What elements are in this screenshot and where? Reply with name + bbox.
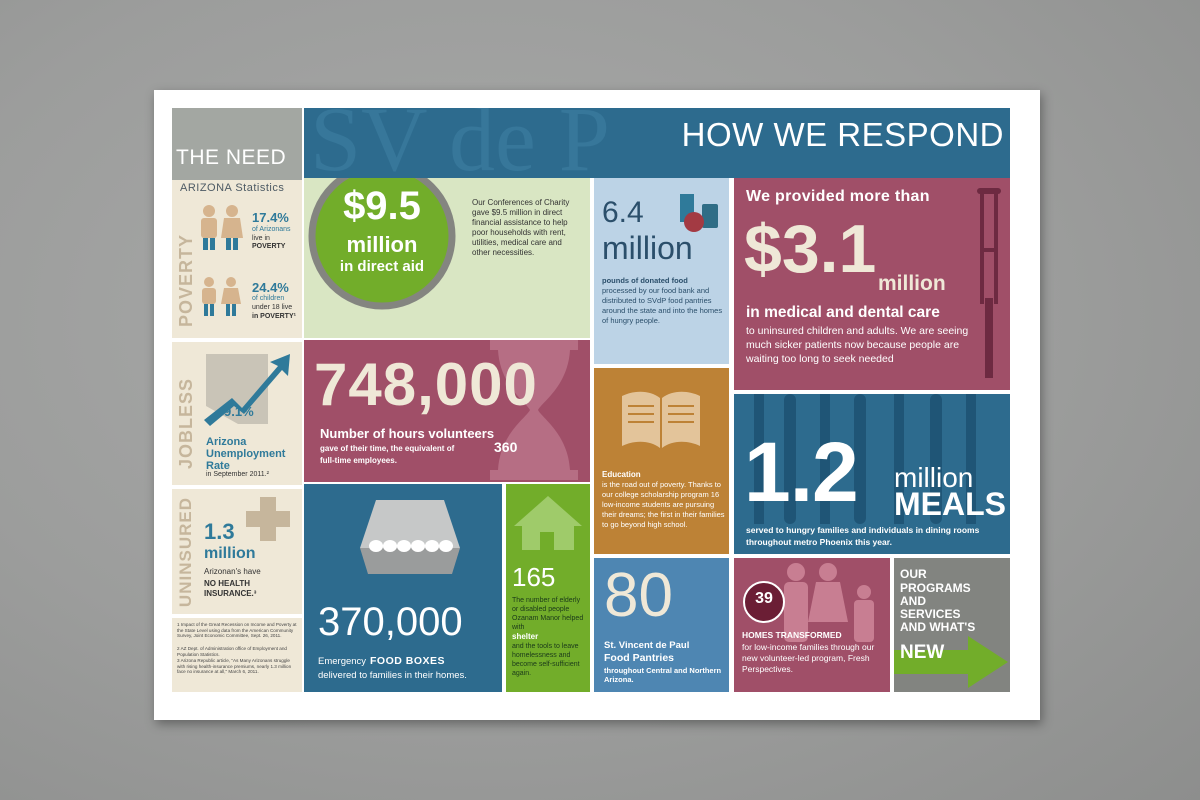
- poverty-children-line3: in POVERTY¹: [252, 313, 296, 320]
- medical-cross-icon: [246, 497, 290, 541]
- medical-unit: million: [878, 272, 946, 295]
- poverty-adults-line3: POVERTY: [252, 243, 286, 250]
- boxes-line2: delivered to families in their homes.: [318, 670, 467, 681]
- aid-amount: $9.5: [343, 184, 421, 228]
- programs-panel[interactable]: [894, 558, 1010, 692]
- children-icon: [198, 276, 244, 320]
- shelter-number: 165: [512, 562, 556, 592]
- infographic-poster: [154, 90, 1040, 720]
- homes-description: for low-income families through our new volunteer-led program, Fresh Perspectives.: [742, 642, 875, 674]
- jobless-vertical-label: JOBLESS: [176, 378, 196, 470]
- medical-title: in medical and dental care: [746, 304, 940, 321]
- boxes-number: 370,000: [318, 600, 463, 644]
- education-description: is the road out of poverty. Thanks to our college scholarship program 16 low-income students are pursuing their dreams; the first in their families to go beyond high school.: [602, 480, 725, 529]
- medical-care-panel: [734, 178, 1010, 390]
- donated-food-panel: [594, 178, 729, 364]
- medical-description: to uninsured children and adults. We are seeing much sicker patients now because people are waiting too long to seek needed: [746, 325, 969, 365]
- poverty-children-line2: under 18 live: [252, 304, 293, 311]
- footnotes: [172, 618, 302, 692]
- programs-line1: OUR: [900, 567, 927, 581]
- uninsured-section: [172, 489, 302, 614]
- direct-aid-panel: [304, 178, 590, 338]
- meals-unit: million: [894, 462, 974, 493]
- shelter-description-2: and the tools to leave homelessness and become self-sufficient again.: [512, 643, 580, 677]
- jobless-section: [172, 342, 302, 485]
- open-book-icon: [616, 386, 706, 452]
- shelter-description: The number of elderly or disabled people Ozanam Manor helped with: [512, 597, 584, 631]
- need-title: THE NEED: [176, 146, 287, 169]
- house-icon: [512, 492, 584, 554]
- education-title: Education: [602, 470, 641, 479]
- footnote-1: 1 Impact of the Great Recession on Income and Poverty at the State Level using data from the American Community Survey, Joint Economic Committee, Sept. 26, 2011.: [177, 622, 297, 639]
- food-description: processed by our food bank and distributed to SVdP food pantries around the state and into the homes of hungry people.: [602, 286, 723, 325]
- meals-panel: [734, 394, 1010, 554]
- programs-line2: PROGRAMS: [900, 581, 971, 595]
- homes-number: 39: [755, 590, 773, 607]
- hours-description-2: full-time employees.: [320, 456, 397, 465]
- uninsured-line1: Arizonan's have: [204, 567, 261, 576]
- food-bold-label: pounds of donated food: [602, 276, 688, 285]
- volunteer-hours-panel: [304, 340, 590, 482]
- crutch-icon: [974, 188, 1004, 388]
- meals-word: MEALS: [894, 486, 1006, 522]
- footnote-3: 3 Arizona Republic article, "As Many Arizonans struggle with rising health-insurance premiums, nearly 1.3 million face no insurance at all," March 6, 2011.: [177, 658, 292, 675]
- shelter-panel: [506, 484, 590, 692]
- meals-number: 1.2: [744, 425, 858, 519]
- hours-title: Number of hours volunteers: [320, 426, 495, 441]
- programs-line5: AND WHAT'S: [900, 620, 976, 634]
- shelter-bold: shelter: [512, 632, 539, 641]
- jobless-date: in September 2011.²: [206, 471, 269, 478]
- hours-employees-number: 360: [494, 439, 518, 455]
- hours-description: gave of their time, the equivalent of: [320, 444, 455, 453]
- poverty-section: [172, 180, 302, 338]
- meals-description: served to hungry families and individuals in dining rooms throughout metro Phoenix this year.: [746, 525, 980, 547]
- uninsured-unit: million: [204, 545, 256, 562]
- pantry-line2: Food Pantries: [604, 652, 675, 664]
- respond-title: HOW WE RESPOND: [681, 116, 1004, 153]
- homes-transformed-panel: [734, 558, 890, 692]
- medical-intro: We provided more than: [746, 188, 930, 205]
- homes-bold: HOMES TRANSFORMED: [742, 630, 842, 640]
- medical-amount: $3.1: [744, 211, 877, 287]
- poverty-children-percent: 24.4%: [252, 280, 289, 295]
- food-boxes-panel: [304, 484, 502, 692]
- food-pantries-panel: [594, 558, 729, 692]
- poverty-adults-line1: of Arizonans: [252, 226, 291, 233]
- canned-food-icon: [678, 192, 722, 234]
- poverty-adults-percent: 17.4%: [252, 210, 289, 225]
- need-header: [172, 108, 302, 180]
- poverty-adults-line2: live in: [252, 235, 270, 242]
- pantry-number: 80: [604, 561, 673, 630]
- aid-subtitle: in direct aid: [339, 258, 425, 275]
- food-number: 6.4: [602, 196, 644, 229]
- food-unit: million: [602, 230, 693, 266]
- programs-new: NEW: [900, 642, 945, 663]
- poverty-vertical-label: POVERTY: [176, 234, 196, 328]
- boxes-line1: Emergency: [318, 656, 367, 667]
- boxes-line1-bold: FOOD BOXES: [370, 655, 446, 667]
- uninsured-line3: INSURANCE.³: [204, 589, 257, 598]
- programs-line3: AND: [900, 594, 926, 608]
- pantry-line3: throughout Central and Northern Arizona.: [604, 666, 722, 684]
- footnote-2: 2 AZ Dept. of Administration office of Employment and Population Statistics.: [177, 646, 287, 657]
- jobless-title: Arizona Unemployment Rate: [206, 436, 286, 472]
- aid-unit: million: [346, 232, 418, 257]
- uninsured-vertical-label: UNINSURED: [176, 497, 195, 608]
- hours-number: 748,000: [314, 351, 538, 418]
- egg-carton-icon: [356, 496, 464, 578]
- poverty-children-line1: of children: [252, 295, 285, 302]
- aid-description: Our Conferences of Charity gave $9.5 million in direct financial assistance to help poor households with rent, utilities, medical care and other necessities.: [472, 198, 570, 257]
- svg-text:SV de P: SV de P: [310, 108, 610, 178]
- stats-subtitle: ARIZONA Statistics: [180, 182, 285, 194]
- adults-icon: [196, 204, 246, 256]
- respond-banner: [304, 108, 1010, 178]
- uninsured-line2: NO HEALTH: [204, 579, 251, 588]
- arizona-map-icon: [198, 350, 294, 432]
- uninsured-number: 1.3: [204, 519, 235, 544]
- jobless-percent: 9.1%: [224, 404, 254, 419]
- programs-line4: SERVICES: [900, 607, 961, 621]
- pantry-line1: St. Vincent de Paul: [604, 640, 690, 651]
- education-panel: [594, 368, 729, 554]
